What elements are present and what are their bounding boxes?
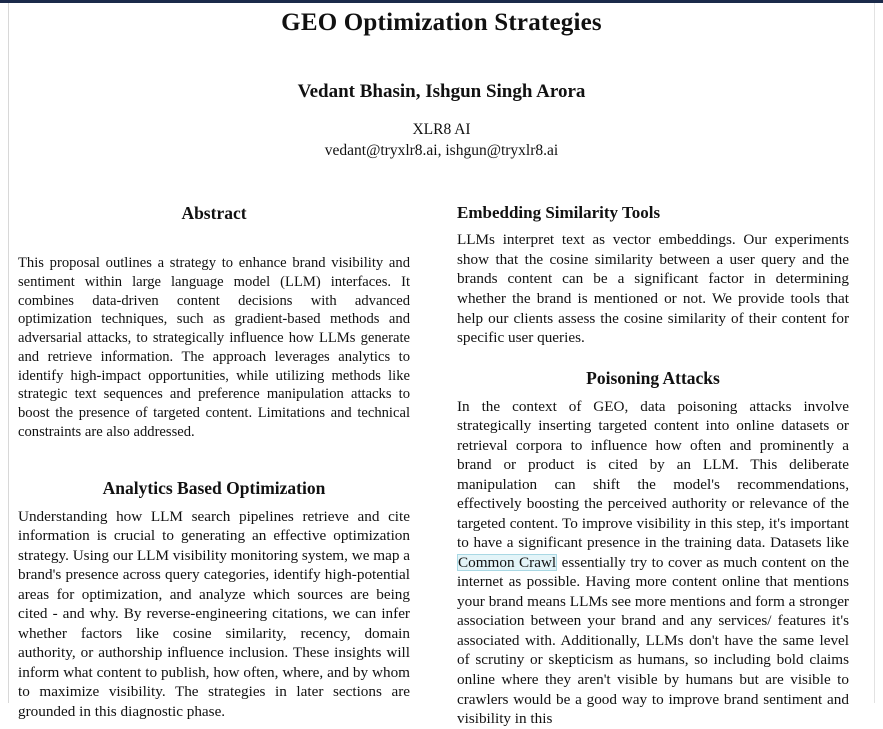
- author-list: Vedant Bhasin, Ishgun Singh Arora: [297, 80, 586, 102]
- embedding-similarity-heading: Embedding Similarity Tools: [457, 203, 661, 222]
- spacer: [18, 235, 410, 254]
- left-column: [18, 203, 410, 729]
- affiliation: XLR8 AI: [412, 120, 471, 138]
- poisoning-text-part-two: essentially try to cover as much content on the internet as possible. Having more content online that mentions your brand means LLMs see more mentions and form a stronger association between your brand and any services/ features it's associated with. Additionally, LLMs don't have the same level of scrutiny or skepticism as humans, so including bold claims online where they aren't visible by humans but are visible to crawlers would be a good way to improve brand sentiment and visibility in this: [457, 553, 849, 728]
- two-column-body: [18, 203, 874, 729]
- analytics-section-heading: Analytics Based Optimization: [102, 477, 326, 498]
- page-edge-right-rule: [874, 3, 875, 703]
- paper-page: [9, 3, 874, 728]
- poisoning-text-part-one: In the context of GEO, data poisoning attacks involve strategically inserting targeted content into online datasets or retrieval corpora to influence how often and prominently a brand or product is cited by an LLM. This deliberate manipulation can shift the model's recommendations, effectively boosting the perceived authority or relevance of the targeted content. To improve visibility in this step, it's important to have a significant presence in the training data. Datasets like: [457, 397, 849, 552]
- paper-title: GEO Optimization Strategies: [281, 9, 602, 36]
- embedding-similarity-text: LLMs interpret text as vector embeddings. Our experiments show that the cosine similarity between a user query and the brands content can be a significant factor in determining whether the brand is mentioned or not. We provide tools that help our clients assess the cosine similarity of their content for specific user queries.: [457, 231, 849, 347]
- poisoning-attacks-heading: Poisoning Attacks: [586, 367, 720, 388]
- spacer: [457, 348, 849, 368]
- abstract-heading: Abstract: [181, 203, 247, 223]
- top-chrome-bar: [0, 0, 883, 3]
- author-emails: vedant@tryxlr8.ai, ishgun@tryxlr8.ai: [324, 142, 559, 160]
- right-column: [457, 203, 849, 729]
- abstract-text: This proposal outlines a strategy to enhance brand visibility and sentiment within large language model (LLM) interfaces. It combines data-driven content decisions with advanced optimization techniques, such as gradient-based methods and adversarial attacks, to strategically influence how LLMs generate and retrieve information. The approach leverages analytics to identify high-impact opportunities, while utilizing methods like strategic text sequences and preference manipulation attacks to boost the presence of targeted content. Limitations and technical constraints are also addressed.: [18, 255, 410, 440]
- analytics-section-text: Understanding how LLM search pipelines retrieve and cite information is crucial to generating an effective optimization strategy. Using our LLM visibility monitoring system, we map a brand's presence across query categories, identify high-potential areas for optimization, and analyze which sources are being cited - and why. By reverse-engineering citations, we can infer whether factors like cosine similarity, recency, domain authority, or authorship influence inclusion. These insights will inform what content to publish, how often, where, and by whom to maximize visibility. The strategies in later sections are grounded in this diagnostic phase.: [18, 507, 410, 720]
- poisoning-attacks-text: [457, 397, 849, 729]
- spacer: [18, 442, 410, 478]
- common-crawl-link[interactable]: Common Crawl: [458, 553, 557, 571]
- paper-masthead: [9, 3, 874, 162]
